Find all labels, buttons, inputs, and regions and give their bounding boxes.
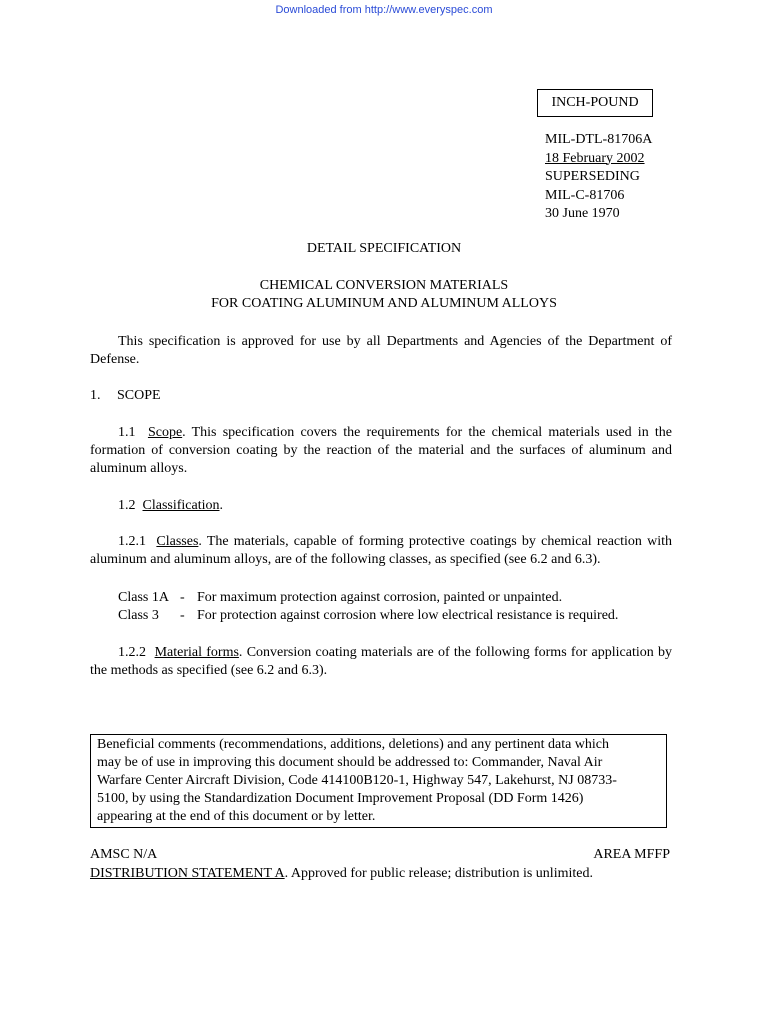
notice-line: 5100, by using the Standardization Document Improvement Proposal (DD Form 1426)	[97, 791, 584, 806]
title-line-1: CHEMICAL CONVERSION MATERIALS	[259, 278, 509, 293]
paragraph-1-2-1-text: . The materials, capable of forming protective coatings by chemical reaction with aluminum and aluminum alloys, are of the following classes, as specified (see 6.2 and 6.3).	[90, 534, 672, 567]
comments-notice-box	[90, 734, 667, 828]
distribution-label: DISTRIBUTION STATEMENT A	[90, 866, 285, 881]
amsc-code: AMSC N/A	[90, 847, 158, 862]
superseded-date: 30 June 1970	[545, 206, 620, 221]
paragraph-1-2-1	[90, 533, 672, 569]
class-description: For maximum protection against corrosion, painted or unpainted.	[197, 590, 563, 605]
class-name: Class 3	[118, 608, 159, 623]
distribution-text: . Approved for public release; distribution is unlimited.	[284, 866, 593, 881]
paragraph-1-2-number: 1.2	[118, 498, 136, 513]
class-description: For protection against corrosion where low electrical resistance is required.	[197, 608, 619, 623]
class-name: Class 1A	[118, 590, 169, 605]
paragraph-1-2-2-text: . Conversion coating materials are of the following forms for application by the methods as specified (see 6.2 and 6.3).	[90, 645, 672, 678]
class-row	[118, 589, 678, 607]
paragraph-1-2-text: .	[219, 498, 223, 513]
notice-line: Beneficial comments (recommendations, additions, deletions) and any pertinent data which	[97, 737, 610, 752]
document-identification	[545, 131, 745, 224]
class-dash: -	[180, 590, 185, 605]
section-1-heading	[90, 387, 672, 405]
paragraph-1-1	[90, 424, 672, 478]
doc-number: MIL-DTL-81706A	[545, 132, 653, 147]
paragraph-1-2-1-number: 1.2.1	[118, 534, 146, 549]
superseded-number: MIL-C-81706	[545, 187, 625, 203]
source-link[interactable]: Downloaded from http://www.everyspec.com	[275, 4, 493, 16]
spec-type: DETAIL SPECIFICATION	[306, 241, 462, 256]
superseding-label: SUPERSEDING	[545, 169, 640, 184]
paragraph-1-2-2-heading: Material forms	[154, 645, 239, 660]
class-dash: -	[180, 608, 185, 623]
section-1-number: 1.	[90, 388, 101, 403]
title-line-2: FOR COATING ALUMINUM AND ALUMINUM ALLOYS	[211, 296, 557, 311]
paragraph-1-1-number: 1.1	[118, 425, 136, 440]
approval-paragraph	[90, 333, 672, 369]
area-code: AREA MFFP	[593, 847, 670, 862]
notice-line: appearing at the end of this document or by letter.	[97, 809, 376, 824]
doc-date: 18 February 2002	[545, 150, 645, 166]
footer-codes	[90, 846, 670, 864]
paragraph-1-2-heading: Classification	[142, 498, 220, 513]
paragraph-1-2	[90, 497, 672, 515]
notice-line: Warfare Center Aircraft Division, Code 414100B120-1, Highway 547, Lakehurst, NJ 08733-	[97, 773, 617, 788]
distribution-statement	[90, 865, 670, 883]
paragraph-1-1-heading: Scope	[147, 425, 183, 440]
paragraph-1-2-1-heading: Classes	[156, 534, 199, 549]
paragraph-1-2-2	[90, 644, 672, 680]
inch-pound-box: INCH-POUND	[537, 89, 653, 117]
paragraph-1-1-text: . This specification covers the requirements for the chemical materials used in the formation of conversion coating by the reaction of the material and the surfaces of aluminum and aluminum alloys.	[90, 425, 673, 476]
approval-text: This specification is approved for use by all Departments and Agencies of the Department of Defense.	[90, 334, 672, 367]
class-row	[118, 607, 678, 625]
notice-line: may be of use in improving this document should be addressed to: Commander, Naval Air	[97, 755, 603, 770]
paragraph-1-2-2-number: 1.2.2	[118, 645, 146, 660]
section-1-title: SCOPE	[117, 388, 161, 403]
